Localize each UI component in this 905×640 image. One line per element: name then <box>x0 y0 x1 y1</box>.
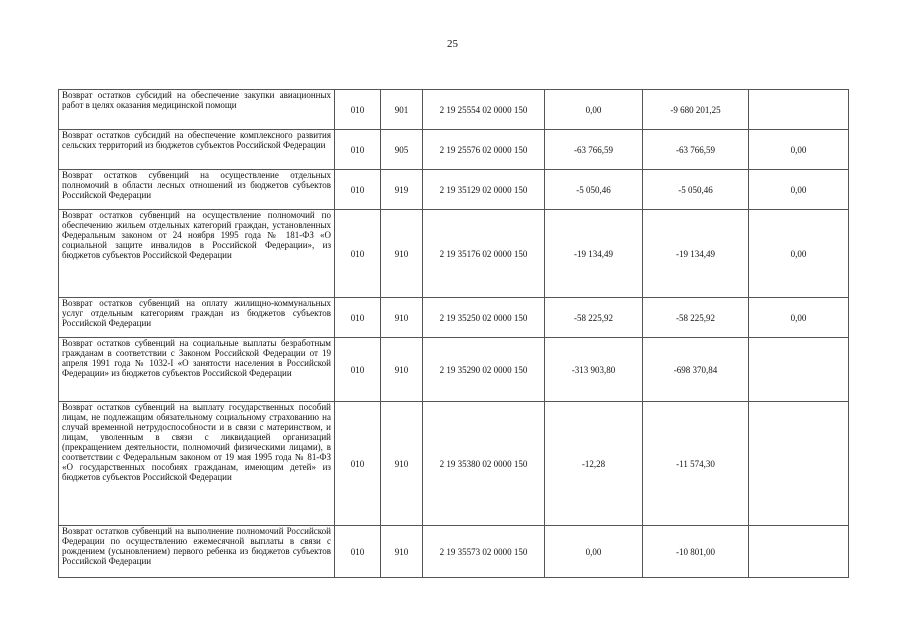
row-value-1: 0,00 <box>545 90 643 130</box>
row-value-1: -12,28 <box>545 402 643 526</box>
row-value-3 <box>749 338 849 402</box>
row-name: Возврат остатков субвенций на социальные выплаты безработным гражданам в соответствии с Законом Российской Федерации от 19 апреля 1991 года № 1032-I «О занятости населения в Российской Федерации» из бюджетов субъектов Российской Федерации <box>59 338 335 402</box>
row-value-3: 0,00 <box>749 210 849 298</box>
row-value-1: -58 225,92 <box>545 298 643 338</box>
page-number: 25 <box>447 38 458 50</box>
row-kbk: 2 19 35129 02 0000 150 <box>423 170 545 210</box>
table-row <box>59 90 849 130</box>
row-value-2: -63 766,59 <box>643 130 749 170</box>
row-code1: 010 <box>335 338 381 402</box>
row-code2: 901 <box>381 90 423 130</box>
row-code1: 010 <box>335 130 381 170</box>
row-value-2: -10 801,00 <box>643 526 749 578</box>
row-kbk: 2 19 25554 02 0000 150 <box>423 90 545 130</box>
row-value-2: -9 680 201,25 <box>643 90 749 130</box>
row-value-1: -313 903,80 <box>545 338 643 402</box>
row-value-3 <box>749 402 849 526</box>
row-value-2: -58 225,92 <box>643 298 749 338</box>
row-kbk: 2 19 25576 02 0000 150 <box>423 130 545 170</box>
row-code1: 010 <box>335 210 381 298</box>
row-code2: 919 <box>381 170 423 210</box>
table-row <box>59 210 849 298</box>
row-name: Возврат остатков субвенций на выплату государственных пособий лицам, не подлежащим обязательному социальному страхованию на случай временной нетрудоспособности и в связи с материнством, и лицам, уволенным в связи с ликвидацией организаций (прекращением деятельности, полномочий физическими лицами), в соответствии с Федеральным законом от 19 мая 1995 года № 81-ФЗ «О государственных пособиях гражданам, имеющим детей» из бюджетов субъектов Российской Федерации <box>59 402 335 526</box>
row-code2: 910 <box>381 402 423 526</box>
table-body <box>59 90 849 578</box>
row-code1: 010 <box>335 402 381 526</box>
row-value-1: -63 766,59 <box>545 130 643 170</box>
table-row <box>59 402 849 526</box>
row-code2: 910 <box>381 526 423 578</box>
row-code1: 010 <box>335 298 381 338</box>
row-value-3 <box>749 90 849 130</box>
row-kbk: 2 19 35250 02 0000 150 <box>423 298 545 338</box>
row-code1: 010 <box>335 526 381 578</box>
row-name: Возврат остатков субвенций на осуществление отдельных полномочий в области лесных отношений из бюджетов субъектов Российской Федерации <box>59 170 335 210</box>
budget-table <box>58 89 849 578</box>
row-value-3: 0,00 <box>749 130 849 170</box>
row-code2: 910 <box>381 298 423 338</box>
row-value-2: -5 050,46 <box>643 170 749 210</box>
row-kbk: 2 19 35573 02 0000 150 <box>423 526 545 578</box>
row-value-2: -698 370,84 <box>643 338 749 402</box>
row-kbk: 2 19 35290 02 0000 150 <box>423 338 545 402</box>
row-value-2: -11 574,30 <box>643 402 749 526</box>
row-name: Возврат остатков субвенций на оплату жилищно-коммунальных услуг отдельным категориям граждан из бюджетов субъектов Российской Федерации <box>59 298 335 338</box>
row-kbk: 2 19 35176 02 0000 150 <box>423 210 545 298</box>
row-name: Возврат остатков субвенций на осуществление полномочий по обеспечению жильем отдельных категорий граждан, установленных Федеральным законом от 24 ноября 1995 года № 181-ФЗ «О социальной защите инвалидов в Российской Федерации», из бюджетов субъектов Российской Федерации <box>59 210 335 298</box>
row-code1: 010 <box>335 90 381 130</box>
row-value-3: 0,00 <box>749 170 849 210</box>
row-name: Возврат остатков субвенций на выполнение полномочий Российской Федерации по осуществлению ежемесячной выплаты в связи с рождением (усыновлением) первого ребенка из бюджетов субъектов Российской Федерации <box>59 526 335 578</box>
row-value-1: -19 134,49 <box>545 210 643 298</box>
row-code2: 905 <box>381 130 423 170</box>
row-name: Возврат остатков субсидий на обеспечение закупки авиационных работ в целях оказания медицинской помощи <box>59 90 335 130</box>
table-row <box>59 526 849 578</box>
row-code2: 910 <box>381 338 423 402</box>
row-value-3 <box>749 526 849 578</box>
row-code2: 910 <box>381 210 423 298</box>
table-row <box>59 130 849 170</box>
row-value-3: 0,00 <box>749 298 849 338</box>
table-row <box>59 170 849 210</box>
row-value-2: -19 134,49 <box>643 210 749 298</box>
table-row <box>59 298 849 338</box>
row-name: Возврат остатков субсидий на обеспечение комплексного развития сельских территорий из бюджетов субъектов Российской Федерации <box>59 130 335 170</box>
row-value-1: -5 050,46 <box>545 170 643 210</box>
row-value-1: 0,00 <box>545 526 643 578</box>
row-code1: 010 <box>335 170 381 210</box>
row-kbk: 2 19 35380 02 0000 150 <box>423 402 545 526</box>
table-row <box>59 338 849 402</box>
